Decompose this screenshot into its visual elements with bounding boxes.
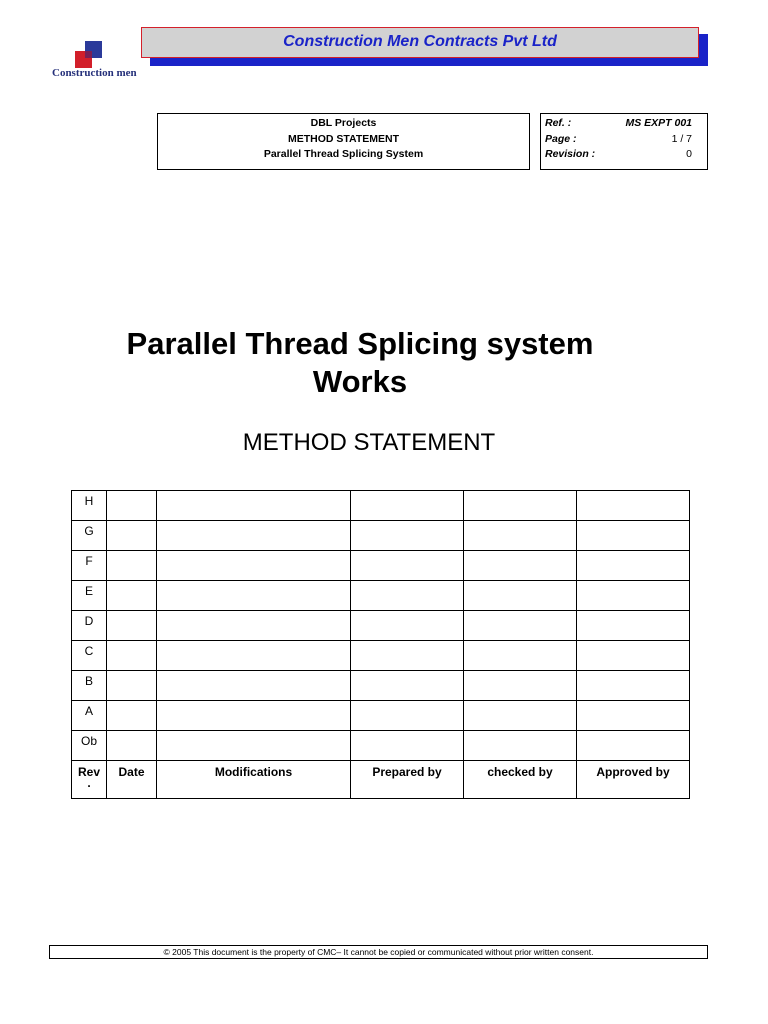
ref-value: MS EXPT 001 [625, 117, 692, 129]
table-cell [107, 581, 157, 611]
company-name: Construction Men Contracts Pvt Ltd [283, 33, 557, 50]
logo-text: Construction men [52, 67, 137, 79]
table-row [72, 551, 690, 581]
table-cell [157, 671, 351, 701]
table-cell [157, 641, 351, 671]
table-cell [577, 731, 690, 761]
revision-letter: H [72, 491, 107, 521]
table-cell [157, 551, 351, 581]
revision-letter: F [72, 551, 107, 581]
table-cell [107, 551, 157, 581]
revision-letter: Ob [72, 731, 107, 761]
table-row [72, 521, 690, 551]
table-cell [351, 701, 464, 731]
table-row [72, 491, 690, 521]
table-cell [577, 611, 690, 641]
table-cell [464, 551, 577, 581]
table-cell [351, 551, 464, 581]
table-cell [351, 611, 464, 641]
table-row [72, 731, 690, 761]
header-checked-by: checked by [464, 761, 577, 799]
company-logo [52, 38, 152, 88]
table-cell [157, 701, 351, 731]
table-cell [157, 521, 351, 551]
table-cell [351, 731, 464, 761]
page-row [545, 132, 692, 148]
table-cell [464, 611, 577, 641]
revision-letter: C [72, 641, 107, 671]
table-cell [464, 521, 577, 551]
table-cell [464, 641, 577, 671]
table-cell [351, 641, 464, 671]
table-cell [157, 491, 351, 521]
revision-row [545, 147, 692, 163]
table-cell [577, 521, 690, 551]
table-row [72, 641, 690, 671]
page-title [0, 325, 720, 401]
revision-table-header [72, 761, 690, 799]
revision-letter: E [72, 581, 107, 611]
page-value: 1 / 7 [671, 132, 692, 145]
ref-label: Ref. : [545, 117, 572, 129]
copyright-footer: © 2005 This document is the property of CMC– It cannot be copied or communicated without prior written consent. [49, 945, 708, 959]
table-cell [157, 581, 351, 611]
revision-label: Revision : [545, 148, 596, 160]
table-cell [577, 491, 690, 521]
table-cell [577, 671, 690, 701]
revision-table [71, 490, 690, 799]
table-row [72, 611, 690, 641]
table-cell [351, 521, 464, 551]
revision-letter: D [72, 611, 107, 641]
table-cell [351, 581, 464, 611]
table-cell [464, 731, 577, 761]
table-cell [577, 641, 690, 671]
table-cell [464, 671, 577, 701]
table-cell [464, 701, 577, 731]
project-info-box [157, 113, 530, 170]
table-row [72, 671, 690, 701]
document-subject: Parallel Thread Splicing System [263, 148, 424, 160]
table-cell [464, 491, 577, 521]
page-label: Page : [545, 132, 577, 145]
revision-table-body [72, 491, 690, 761]
header-date: Date [107, 761, 157, 799]
title-line-2: Works [312, 364, 408, 399]
table-cell [577, 701, 690, 731]
page-subtitle: METHOD STATEMENT [242, 429, 496, 456]
company-banner [141, 27, 699, 58]
table-cell [577, 581, 690, 611]
ref-row [545, 116, 692, 132]
header-prepared-by: Prepared by [351, 761, 464, 799]
revision-letter: G [72, 521, 107, 551]
header-approved-by: Approved by [577, 761, 690, 799]
table-row [72, 701, 690, 731]
table-cell [157, 611, 351, 641]
table-cell [351, 671, 464, 701]
project-name: DBL Projects [310, 117, 377, 129]
table-cell [107, 521, 157, 551]
revision-value: 0 [686, 148, 692, 160]
header-rev-dot: . [87, 776, 91, 790]
reference-box [540, 113, 708, 170]
header-modifications: Modifications [157, 761, 351, 799]
table-cell [107, 611, 157, 641]
revision-letter: B [72, 671, 107, 701]
table-row [72, 581, 690, 611]
title-line-1: Parallel Thread Splicing system [126, 326, 594, 361]
table-cell [107, 491, 157, 521]
table-cell [157, 731, 351, 761]
table-cell [464, 581, 577, 611]
header-rev-label: Rev [77, 765, 100, 779]
table-cell [107, 671, 157, 701]
revision-letter: A [72, 701, 107, 731]
table-cell [107, 731, 157, 761]
table-cell [351, 491, 464, 521]
table-cell [107, 701, 157, 731]
table-cell [577, 551, 690, 581]
logo-overlap-square [85, 51, 92, 58]
table-cell [107, 641, 157, 671]
document-type: METHOD STATEMENT [287, 132, 400, 145]
header-rev [72, 761, 107, 799]
